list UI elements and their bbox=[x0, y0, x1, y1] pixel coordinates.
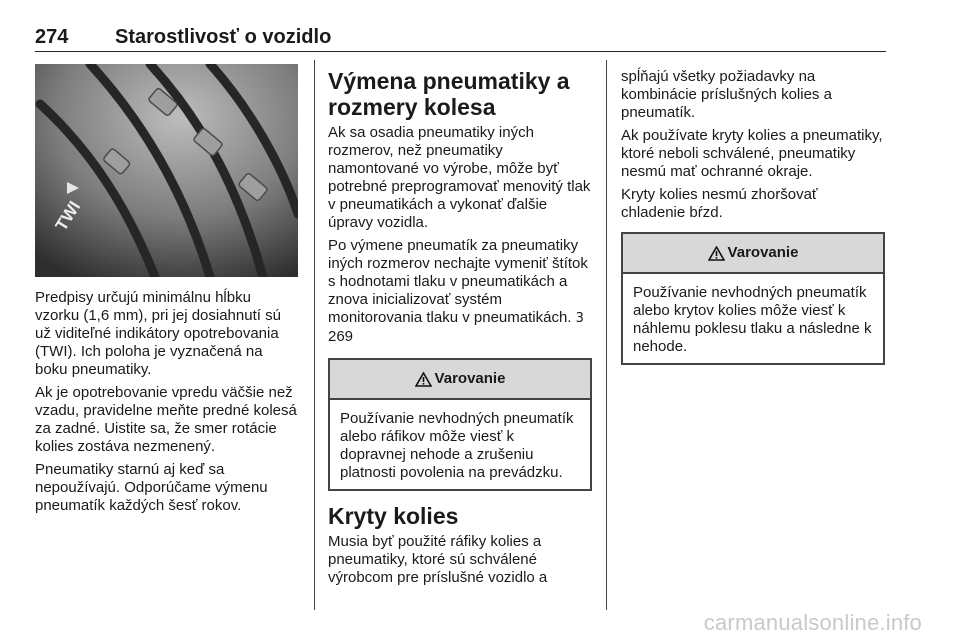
column-right bbox=[621, 68, 885, 377]
twi-label: TWI bbox=[51, 197, 85, 235]
warning-text: Používanie nevhodných pneumatík alebo krytov kolies môže viesť k náhlemu poklesu tlaku a následne k nehode. bbox=[633, 284, 872, 355]
column-left bbox=[35, 289, 297, 520]
warning-triangle-icon bbox=[708, 246, 725, 261]
paragraph: Pneumatiky starnú aj keď sa nepoužívajú. Odporúčame výmenu pneumatík každých šesť rokov. bbox=[35, 461, 268, 514]
warning-title: Varovanie bbox=[434, 370, 506, 387]
warning-header bbox=[623, 234, 883, 274]
warning-box bbox=[328, 358, 592, 491]
paragraph: Kryty kolies nesmú zhoršovať chladenie bŕzd. bbox=[621, 186, 818, 221]
warning-box bbox=[621, 232, 885, 365]
warning-header bbox=[330, 360, 590, 400]
paragraph: Ak používate kryty kolies a pneumatiky, ktoré neboli schválené, pneumatiky nesmú mať ochranné okraje. bbox=[621, 127, 883, 180]
page-number: 274 bbox=[35, 26, 69, 48]
column-divider bbox=[314, 60, 315, 610]
watermark: carmanualsonline.info bbox=[703, 610, 922, 635]
page-ref: 269 bbox=[328, 328, 354, 345]
warning-text: Používanie nevhodných pneumatík alebo ráfikov môže viesť k dopravnej nehode a zrušeniu platnosti povolenia na prevádzku. bbox=[340, 410, 574, 481]
tire-tread-figure bbox=[35, 64, 298, 277]
section-heading: Výmena pneumatiky a rozmery kolesa bbox=[328, 68, 570, 120]
paragraph: Predpisy určujú minimálnu hĺbku vzorku (1,6 mm), pri jej dosiahnutí sú už viditeľné indikátory opotrebovania (TWI). Ich poloha je vyznačená na boku pneumatiky. bbox=[35, 289, 281, 378]
section-heading: Kryty kolies bbox=[328, 503, 459, 529]
paragraph: Ak sa osadia pneumatiky iných rozmerov, než pneumatiky namontované vo výrobe, môže byť potrebné preprogramovať menovitý tlak v pneumatikách a vykonať ďalšie úpravy vozidla. bbox=[328, 124, 591, 231]
paragraph: Po výmene pneumatík za pneumatiky iných rozmerov nechajte vymeniť štítok s hodnotami tlaku v pneumatikách a znova inicializovať systém monitorovania tlaku v pneumatikách. 3 269 bbox=[328, 237, 588, 345]
paragraph: spĺňajú všetky požiadavky na kombinácie príslušných kolies a pneumatík. bbox=[621, 68, 832, 121]
column-middle bbox=[328, 68, 592, 592]
paragraph: Ak je opotrebovanie vpredu väčšie než vzadu, pravidelne meňte predné kolesá za zadné. Uistite sa, že smer rotácie kolies zostáva nezmenený. bbox=[35, 384, 297, 455]
page-ref-arrow-icon: 3 bbox=[575, 311, 584, 326]
warning-title: Varovanie bbox=[727, 244, 799, 261]
page-header bbox=[35, 26, 885, 52]
paragraph: Musia byť použité ráfiky kolies a pneumatiky, ktoré sú schválené výrobcom pre príslušné vozidlo a bbox=[328, 533, 548, 586]
column-divider bbox=[606, 60, 607, 610]
warning-triangle-icon bbox=[415, 372, 432, 387]
header-rule bbox=[35, 51, 886, 52]
page-title: Starostlivosť o vozidlo bbox=[115, 26, 332, 48]
